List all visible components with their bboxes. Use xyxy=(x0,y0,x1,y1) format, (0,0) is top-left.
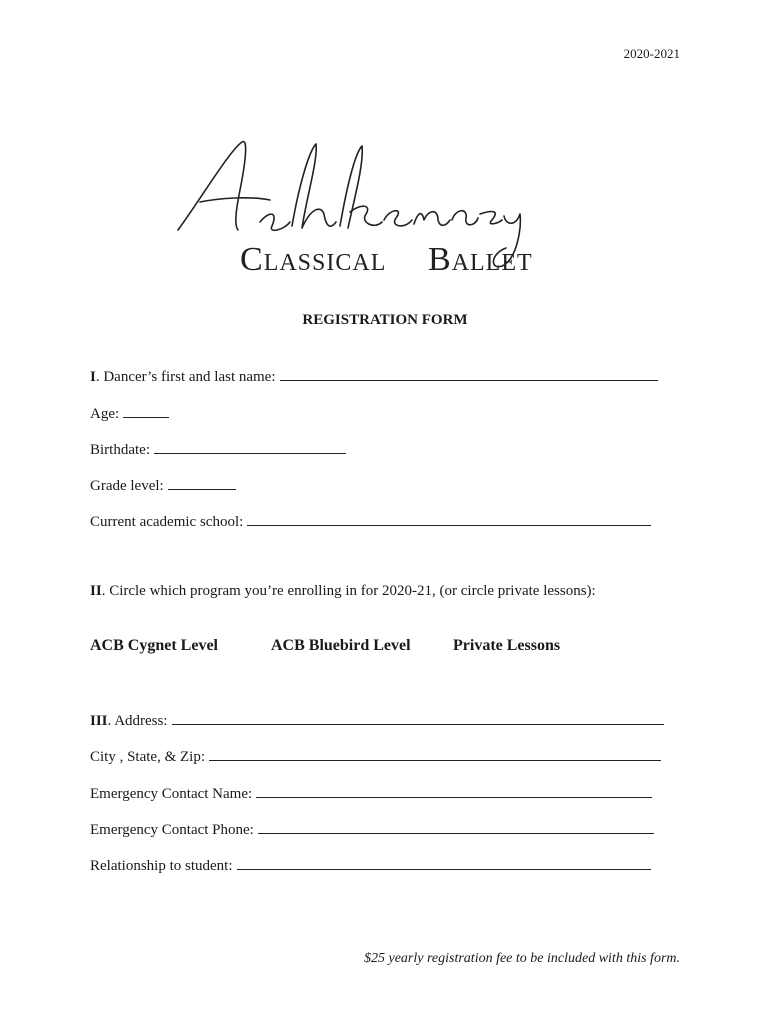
school-label: Current academic school: xyxy=(90,514,244,530)
birthdate-field[interactable] xyxy=(154,439,346,454)
emergency-contact-name-field[interactable] xyxy=(256,783,652,798)
program-option-cygnet[interactable]: ACB Cygnet Level xyxy=(90,637,218,654)
emergency-contact-phone-label: Emergency Contact Phone: xyxy=(90,822,254,838)
city-state-zip-field[interactable] xyxy=(209,746,661,761)
section-3-numeral: III xyxy=(90,713,108,729)
address-row xyxy=(90,710,664,730)
grade-field[interactable] xyxy=(168,475,236,490)
svg-text:CLASSICAL: CLASSICAL xyxy=(240,241,387,278)
school-field[interactable] xyxy=(247,511,651,526)
emergency-contact-phone-row xyxy=(90,819,654,839)
age-row xyxy=(90,403,169,423)
grade-label: Grade level: xyxy=(90,478,164,494)
city-state-zip-row xyxy=(90,746,661,766)
section-2-numeral: II xyxy=(90,583,102,599)
address-label: . Address: xyxy=(107,713,168,729)
form-title: REGISTRATION FORM xyxy=(302,312,468,328)
program-prompt xyxy=(90,583,596,600)
school-year: 2020-2021 xyxy=(623,46,680,61)
age-field[interactable] xyxy=(123,403,169,418)
relationship-field[interactable] xyxy=(237,855,651,870)
dancer-name-field[interactable] xyxy=(280,366,658,381)
dancer-name-row xyxy=(90,366,658,386)
relationship-label: Relationship to student: xyxy=(90,858,233,874)
school-row xyxy=(90,511,651,531)
birthdate-row xyxy=(90,439,346,459)
svg-text:BALLET: BALLET xyxy=(428,241,533,278)
registration-fee-note: $25 yearly registration fee to be included with this form. xyxy=(364,951,680,966)
birthdate-label: Birthdate: xyxy=(90,442,150,458)
section-1-numeral: I xyxy=(90,369,96,385)
relationship-row xyxy=(90,855,651,875)
program-prompt-text: . Circle which program you’re enrolling in for 2020-21, (or circle private lessons): xyxy=(101,583,596,599)
emergency-contact-phone-field[interactable] xyxy=(258,819,654,834)
city-state-zip-label: City , State, & Zip: xyxy=(90,749,205,765)
age-label: Age: xyxy=(90,406,120,422)
grade-row xyxy=(90,475,236,495)
program-option-private-lessons[interactable]: Private Lessons xyxy=(453,637,561,654)
dancer-name-label: . Dancer’s first and last name: xyxy=(95,369,276,385)
emergency-contact-name-label: Emergency Contact Name: xyxy=(90,786,253,802)
ashkenazy-classical-ballet-logo xyxy=(160,130,560,290)
program-option-bluebird[interactable]: ACB Bluebird Level xyxy=(271,637,411,654)
emergency-contact-name-row xyxy=(90,783,652,803)
address-field[interactable] xyxy=(172,710,664,725)
